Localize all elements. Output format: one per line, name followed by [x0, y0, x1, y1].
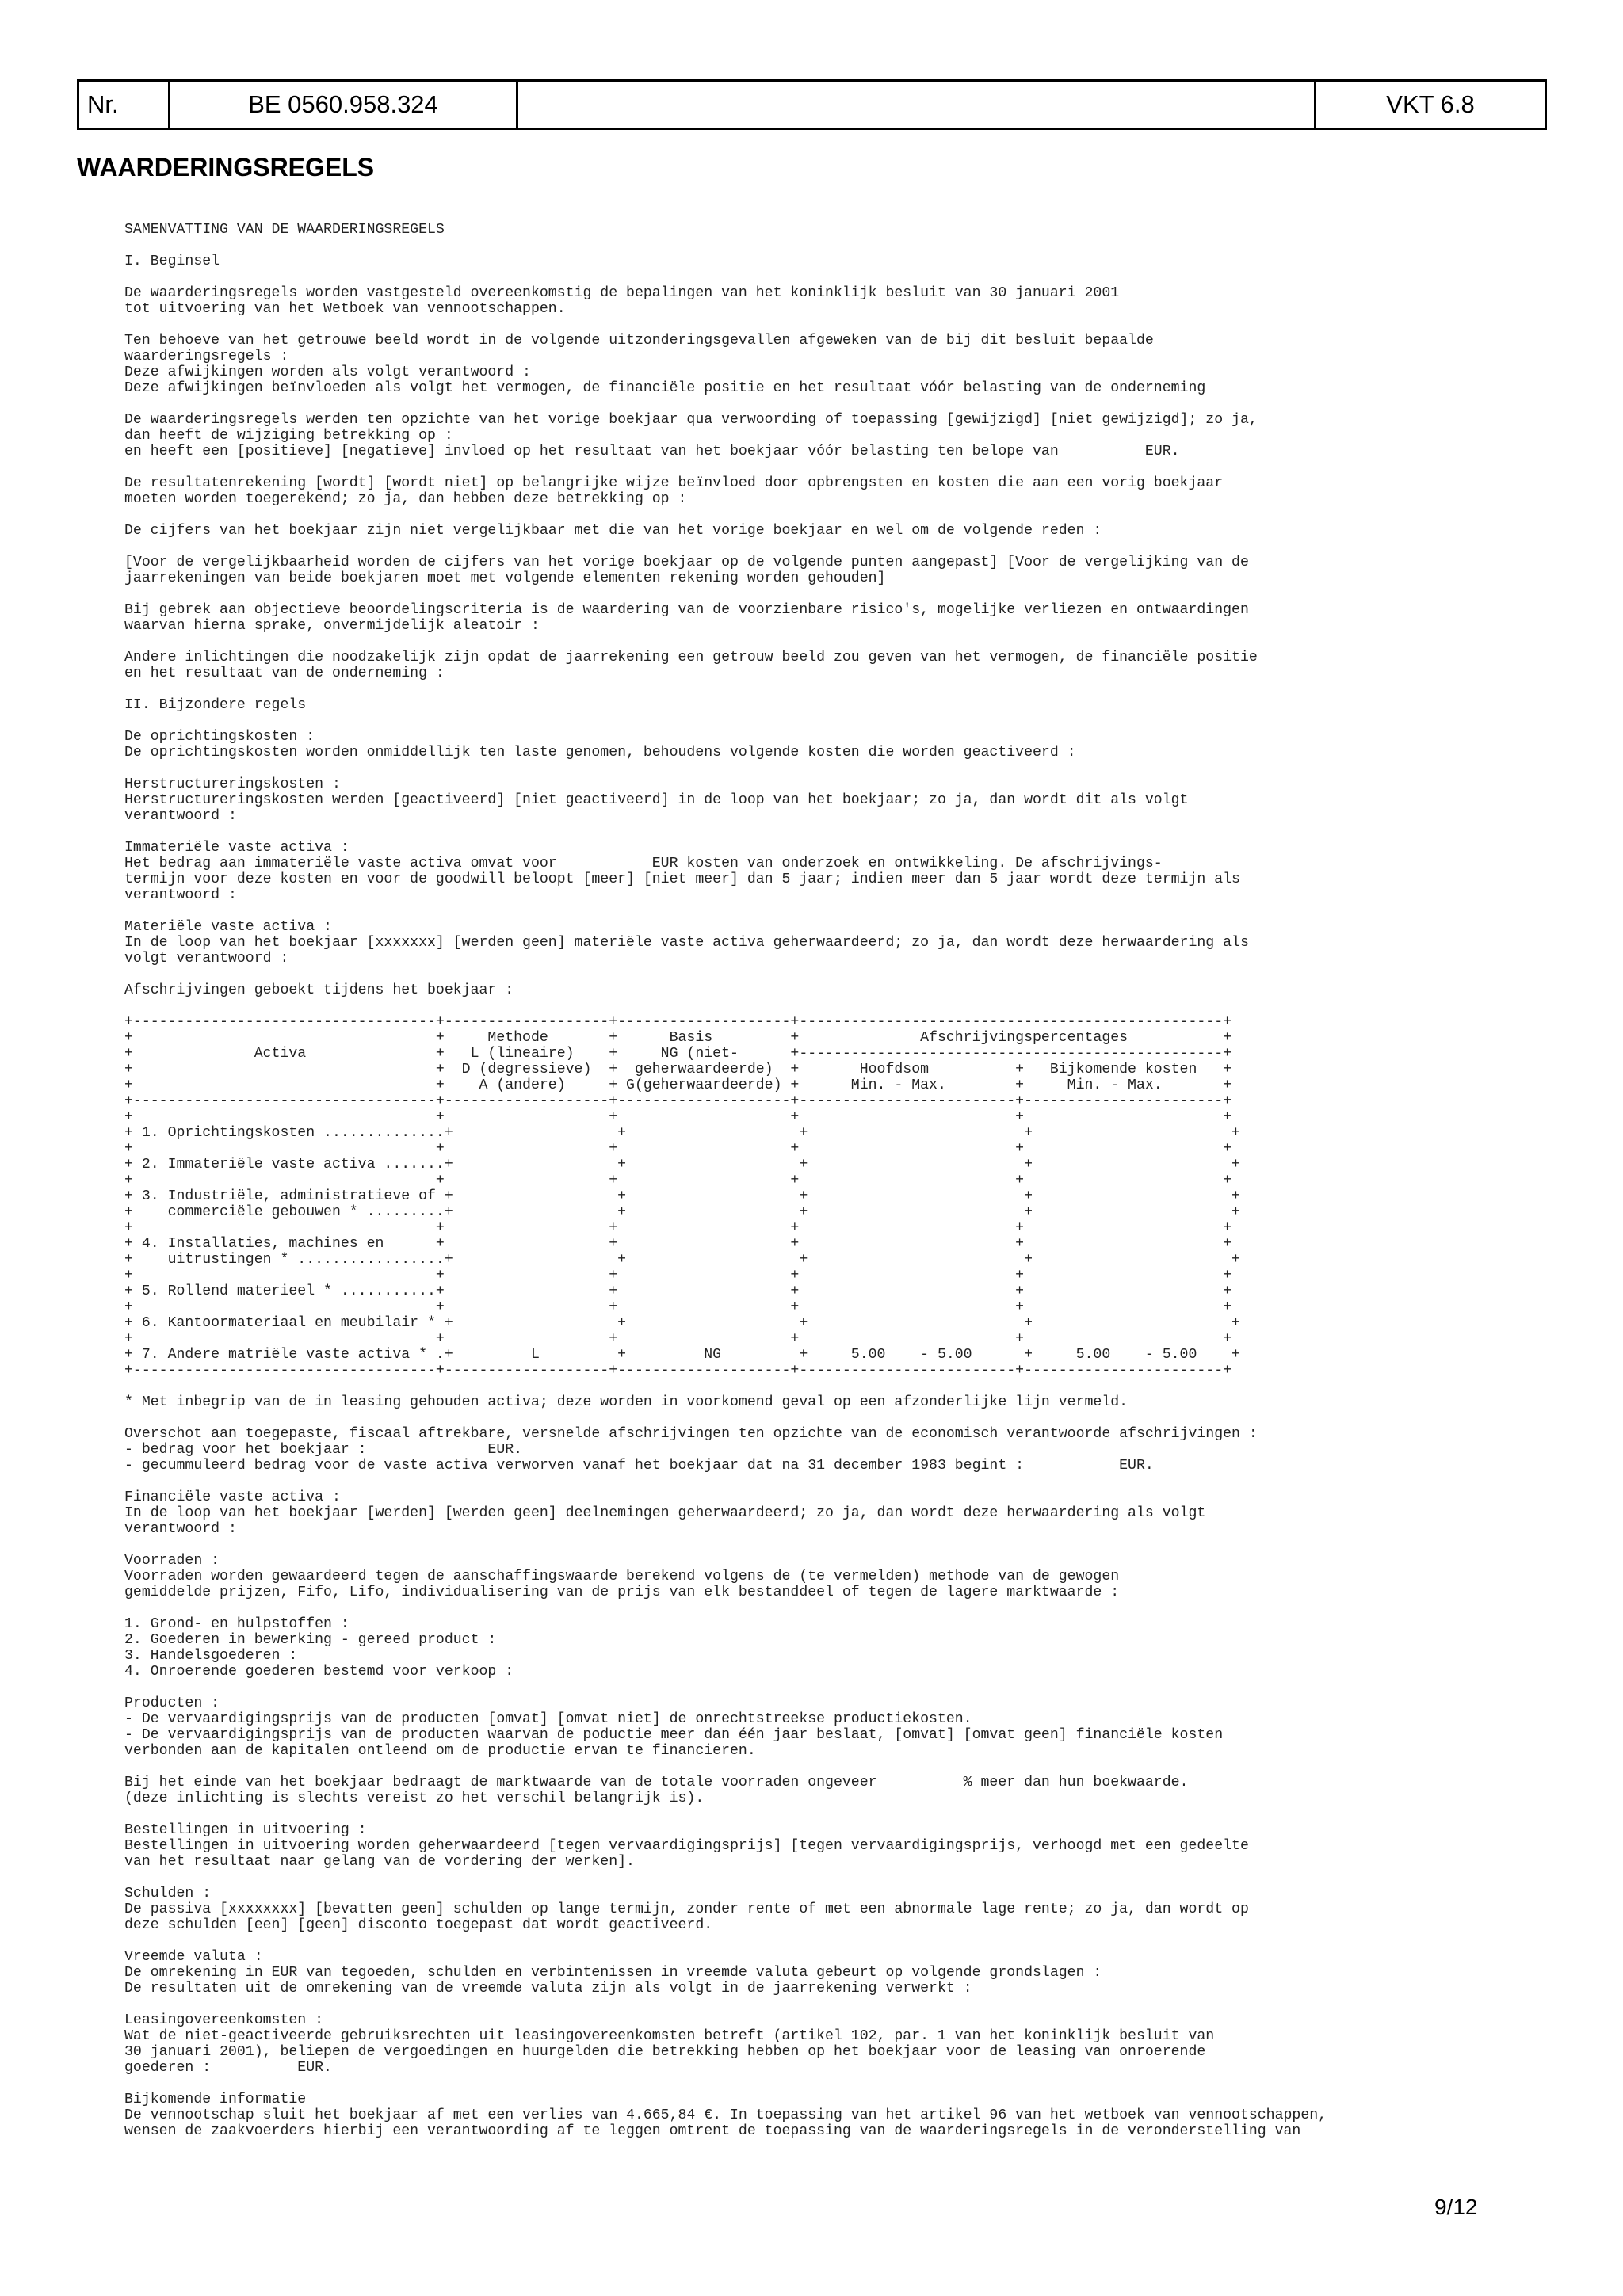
blank-line	[124, 507, 1551, 523]
text-line: Het bedrag aan immateriële vaste activa omvat voor EUR kosten van onderzoek en ontwikkeling. De afschrijvings-	[124, 856, 1163, 871]
text-line: + 3. Industriële, administratieve of + + + + +	[124, 1188, 1240, 1204]
text-line: Herstructureringskosten :	[124, 776, 341, 792]
text-line: waarderingsregels :	[124, 349, 289, 364]
text-line: en heeft een [positieve] [negatieve] invloed op het resultaat van het boekjaar vóór belasting ten belope van EUR.	[124, 444, 1180, 460]
text-line: 3. Handelsgoederen :	[124, 1648, 298, 1664]
text-line: Wat de niet-geactiveerde gebruiksrechten uit leasingovereenkomsten betreft (artikel 102, par. 1 van het koninklijk besluit van	[124, 2028, 1215, 2044]
blank-line	[124, 1933, 1551, 1949]
text-line: jaarrekeningen van beide boekjaren moet met volgende elementen rekening worden gehouden]	[124, 570, 886, 586]
text-line: Herstructureringskosten werden [geactiveerd] [niet geactiveerd] in de loop van het boekjaar; zo ja, dan wordt dit als volgt	[124, 792, 1189, 808]
text-line: 30 januari 2001), beliepen de vergoedingen en huurgelden die betrekking hebben op het boekjaar voor de leasing van onroerende	[124, 2044, 1206, 2060]
text-line: + + D (degressieve) + geherwaardeerde) + Hoofdsom + Bijkomende kosten +	[124, 1062, 1232, 1077]
blank-line	[124, 1379, 1551, 1394]
header-blank-cell	[516, 79, 1316, 130]
text-line: verbonden aan de kapitalen ontleend om de productie ervan te financieren.	[124, 1743, 756, 1759]
text-line: De oprichtingskosten worden onmiddellijk ten laste genomen, behoudens volgende kosten die worden geactiveerd :	[124, 745, 1076, 761]
text-line: + uitrustingen * .................+ + + + +	[124, 1252, 1240, 1268]
blank-line	[124, 586, 1551, 602]
text-line: Overschot aan toegepaste, fiscaal aftrekbare, versnelde afschrijvingen ten opzichte van de economisch verantwoorde afschrijvingen :	[124, 1426, 1258, 1442]
text-line: + 1. Oprichtingskosten ..............+ + + + +	[124, 1125, 1240, 1141]
text-line: + + + + + +	[124, 1220, 1232, 1236]
text-line: In de loop van het boekjaar [werden] [werden geen] deelnemingen geherwaardeerd; zo ja, dan wordt deze herwaardering als volgt	[124, 1505, 1206, 1521]
text-line: Deze afwijkingen worden als volgt verantwoord :	[124, 364, 531, 380]
text-line: In de loop van het boekjaar [xxxxxxx] [werden geen] materiële vaste activa geherwaardeerd; zo ja, dan wordt deze herwaardering als	[124, 935, 1249, 951]
blank-line	[124, 2076, 1551, 2092]
blank-line	[124, 269, 1551, 285]
text-line: Voorraden :	[124, 1553, 220, 1569]
text-line: +-----------------------------------+-------------------+--------------------+-------------------------+-----------------------+	[124, 1093, 1232, 1109]
blank-line	[124, 967, 1551, 982]
text-line: Bestellingen in uitvoering :	[124, 1822, 367, 1838]
text-line: Leasingovereenkomsten :	[124, 2012, 324, 2028]
blank-line	[124, 460, 1551, 475]
blank-line	[124, 1870, 1551, 1886]
text-line: + + + + + +	[124, 1268, 1232, 1283]
text-line: verantwoord :	[124, 1521, 237, 1537]
text-line: De cijfers van het boekjaar zijn niet vergelijkbaar met die van het vorige boekjaar en wel om de volgende reden :	[124, 523, 1102, 539]
text-line: De waarderingsregels werden ten opzichte van het vorige boekjaar qua verwoording of toepassing [gewijzigd] [niet gewijzigd]; zo ja,	[124, 412, 1258, 428]
text-line: Deze afwijkingen beïnvloeden als volgt het vermogen, de financiële positie en het resultaat vóór belasting van de onderneming	[124, 380, 1206, 396]
text-line: termijn voor deze kosten en voor de goodwill beloopt [meer] [niet meer] dan 5 jaar; indien meer dan 5 jaar wordt deze termijn als	[124, 871, 1240, 887]
blank-line	[124, 681, 1551, 697]
text-line: + 2. Immateriële vaste activa .......+ + + + +	[124, 1157, 1240, 1173]
text-line: Andere inlichtingen die noodzakelijk zijn opdat de jaarrekening een getrouw beeld zou geven van het vermogen, de financiële positie	[124, 650, 1258, 666]
document-body	[124, 222, 1551, 2139]
blank-line	[124, 634, 1551, 650]
text-line: + + + + + +	[124, 1331, 1232, 1347]
text-line: + 6. Kantoormateriaal en meubilair * + + + + +	[124, 1315, 1240, 1331]
header-form-code: VKT 6.8	[1314, 79, 1547, 130]
text-line: Financiële vaste activa :	[124, 1489, 341, 1505]
text-line: + 7. Andere matriële vaste activa * .+ L + NG + 5.00 - 5.00 + 5.00 - 5.00 +	[124, 1347, 1240, 1363]
blank-line	[124, 238, 1551, 254]
text-line: wensen de zaakvoerders hierbij een verantwoording af te leggen omtrent de toepassing van de waarderingsregels in de veronderstelling van	[124, 2123, 1301, 2139]
blank-line	[124, 1759, 1551, 1775]
text-line: De resultatenrekening [wordt] [wordt niet] op belangrijke wijze beïnvloed door opbrengsten en kosten die aan een vorig boekjaar	[124, 475, 1224, 491]
text-line: + 4. Installaties, machines en + + + + +	[124, 1236, 1232, 1252]
text-line: I. Beginsel	[124, 254, 220, 269]
text-line: + + + + + +	[124, 1299, 1232, 1315]
text-line: + Activa + L (lineaire) + NG (niet- +-------------------------------------------------+	[124, 1046, 1232, 1062]
text-line: De vennootschap sluit het boekjaar af met een verlies van 4.665,84 €. In toepassing van het artikel 96 van het wetboek van vennootschappen,	[124, 2107, 1327, 2123]
text-line: II. Bijzondere regels	[124, 697, 307, 713]
text-line: - De vervaardigingsprijs van de producten [omvat] [omvat niet] de onrechtstreekse productiekosten.	[124, 1711, 972, 1727]
blank-line	[124, 713, 1551, 729]
text-line: Bijkomende informatie	[124, 2092, 307, 2107]
text-line: 2. Goederen in bewerking - gereed product :	[124, 1632, 497, 1648]
text-line: Bij het einde van het boekjaar bedraagt de marktwaarde van de totale voorraden ongeveer % meer dan hun boekwaarde.	[124, 1775, 1189, 1791]
text-line: * Met inbegrip van de in leasing gehouden activa; deze worden in voorkomend geval op een afzonderlijke lijn vermeld.	[124, 1394, 1128, 1410]
text-line: en het resultaat van de onderneming :	[124, 666, 445, 681]
blank-line	[124, 761, 1551, 776]
text-line: Afschrijvingen geboekt tijdens het boekjaar :	[124, 982, 514, 998]
text-line: verantwoord :	[124, 887, 237, 903]
text-line: Immateriële vaste activa :	[124, 840, 349, 856]
text-line: verantwoord :	[124, 808, 237, 824]
text-line: (deze inlichting is slechts vereist zo het verschil belangrijk is).	[124, 1791, 705, 1806]
text-line: Materiële vaste activa :	[124, 919, 332, 935]
text-line: + + + + + +	[124, 1141, 1232, 1157]
text-line: - De vervaardigingsprijs van de producten waarvan de poductie meer dan één jaar beslaat, [omvat] [omvat geen] financiële kosten	[124, 1727, 1224, 1743]
text-line: - bedrag voor het boekjaar : EUR.	[124, 1442, 523, 1458]
text-line: SAMENVATTING VAN DE WAARDERINGSREGELS	[124, 222, 445, 238]
blank-line	[124, 1410, 1551, 1426]
text-line: gemiddelde prijzen, Fifo, Lifo, individualisering van de prijs van elk bestanddeel of tegen de lagere marktwaarde :	[124, 1585, 1120, 1600]
text-line: goederen : EUR.	[124, 2060, 332, 2076]
text-line: Bij gebrek aan objectieve beoordelingscriteria is de waardering van de voorzienbare risico's, mogelijke verliezen en ontwaardingen	[124, 602, 1249, 618]
text-line: van het resultaat naar gelang van de vordering der werken].	[124, 1854, 635, 1870]
header-nr-label: Nr.	[77, 79, 170, 130]
blank-line	[124, 1600, 1551, 1616]
text-line: + + A (andere) + G(geherwaardeerde) + Min. - Max. + Min. - Max. +	[124, 1077, 1232, 1093]
text-line: De waarderingsregels worden vastgesteld overeenkomstig de bepalingen van het koninklijk besluit van 30 januari 2001	[124, 285, 1120, 301]
text-line: Voorraden worden gewaardeerd tegen de aanschaffingswaarde berekend volgens de (te vermelden) methode van de gewogen	[124, 1569, 1120, 1585]
text-line: [Voor de vergelijkbaarheid worden de cijfers van het vorige boekjaar op de volgende punten aangepast] [Voor de vergelijking van de	[124, 555, 1249, 570]
blank-line	[124, 1537, 1551, 1553]
text-line: Bestellingen in uitvoering worden geherwaardeerd [tegen vervaardigingsprijs] [tegen vervaardigingsprijs, verhoogd met een gedeelte	[124, 1838, 1249, 1854]
text-line: Ten behoeve van het getrouwe beeld wordt in de volgende uitzonderingsgevallen afgeweken van de bij dit besluit bepaalde	[124, 333, 1154, 349]
blank-line	[124, 903, 1551, 919]
text-line: De resultaten uit de omrekening van de vreemde valuta zijn als volgt in de jaarrekening verwerkt :	[124, 1981, 972, 1997]
text-line: + commerciële gebouwen * .........+ + + + +	[124, 1204, 1240, 1220]
blank-line	[124, 539, 1551, 555]
text-line: De oprichtingskosten :	[124, 729, 315, 745]
text-line: waarvan hierna sprake, onvermijdelijk aleatoir :	[124, 618, 540, 634]
blank-line	[124, 824, 1551, 840]
text-line: deze schulden [een] [geen] disconto toegepast dat wordt geactiveerd.	[124, 1917, 713, 1933]
blank-line	[124, 1474, 1551, 1489]
text-line: + + Methode + Basis + Afschrijvingspercentages +	[124, 1030, 1232, 1046]
text-line: Producten :	[124, 1695, 220, 1711]
text-line: - gecummuleerd bedrag voor de vaste activa verworven vanaf het boekjaar dat na 31 december 1983 begint : EUR.	[124, 1458, 1154, 1474]
text-line: De passiva [xxxxxxxx] [bevatten geen] schulden op lange termijn, zonder rente of met een abnormale lage rente; zo ja, dan wordt op	[124, 1901, 1249, 1917]
text-line: + + + + + +	[124, 1173, 1232, 1188]
header-company-number: BE 0560.958.324	[168, 79, 518, 130]
blank-line	[124, 317, 1551, 333]
blank-line	[124, 396, 1551, 412]
text-line: + 5. Rollend materieel * ...........+ + + + +	[124, 1283, 1232, 1299]
text-line: + + + + + +	[124, 1109, 1232, 1125]
page-title: WAARDERINGSREGELS	[77, 153, 375, 181]
text-line: Vreemde valuta :	[124, 1949, 263, 1965]
blank-line	[124, 1806, 1551, 1822]
page-number: 9/12	[1434, 2195, 1478, 2219]
blank-line	[124, 998, 1551, 1014]
text-line: De omrekening in EUR van tegoeden, schulden en verbintenissen in vreemde valuta gebeurt op volgende grondslagen :	[124, 1965, 1102, 1981]
text-line: +-----------------------------------+-------------------+--------------------+-------------------------+-----------------------+	[124, 1363, 1232, 1379]
text-line: tot uitvoering van het Wetboek van vennootschappen.	[124, 301, 566, 317]
text-line: moeten worden toegerekend; zo ja, dan hebben deze betrekking op :	[124, 491, 687, 507]
text-line: +-----------------------------------+-------------------+--------------------+-------------------------------------------------+	[124, 1014, 1232, 1030]
text-line: 1. Grond- en hulpstoffen :	[124, 1616, 349, 1632]
text-line: dan heeft de wijziging betrekking op :	[124, 428, 453, 444]
text-line: Schulden :	[124, 1886, 212, 1901]
text-line: volgt verantwoord :	[124, 951, 289, 967]
blank-line	[124, 1680, 1551, 1695]
text-line: 4. Onroerende goederen bestemd voor verkoop :	[124, 1664, 514, 1680]
blank-line	[124, 1997, 1551, 2012]
